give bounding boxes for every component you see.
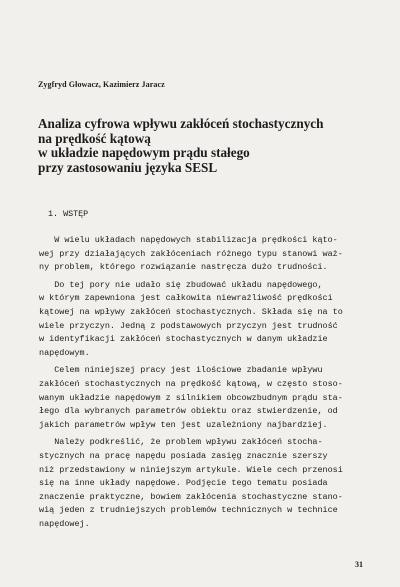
paragraph	[39, 436, 359, 531]
text-line: łego dla wybranych parametrów obiektu oraz stwierdzenie, od	[39, 406, 338, 417]
text-line: kątowej na wpływy zakłóceń stochastycznych. Składa się na to	[39, 306, 343, 317]
text-line: w identyfikacji zakłóceń stochastycznych w danym układzie	[39, 334, 328, 345]
text-line: się na inne układy napędowe. Podjęcie tego tematu posiada	[39, 478, 328, 489]
text-line: ny problem, którego rozwiązanie nastręcza dużo trudności.	[39, 262, 328, 273]
page-number: 31	[355, 560, 363, 569]
body-text	[39, 234, 359, 531]
text-line: napędowym.	[39, 347, 90, 358]
text-line: jakich parametrów wpływ ten jest uzależniony najbardziej.	[39, 419, 328, 430]
text-line: Celem niniejszej pracy jest ilościowe zbadanie wpływu	[39, 365, 323, 376]
paragraph	[39, 364, 359, 432]
authors: Zygfryd Głowacz, Kazimierz Jaracz	[38, 80, 165, 89]
text-line: Należy podkreślić, że problem wpływu zakłóceń stocha-	[39, 437, 323, 448]
text-line: w którym zapewniona jest całkowita niewrażliwość prędkości	[39, 293, 333, 304]
text-line: zakłóceń stochastycznych na prędkość kątową, w często stoso-	[39, 378, 343, 389]
paper-title	[38, 117, 368, 175]
paragraph	[39, 234, 359, 275]
section-heading: 1. WSTĘP	[48, 209, 89, 219]
title-line: przy zastosowaniu języka SESL	[38, 159, 218, 175]
title-line: Analiza cyfrowa wpływu zakłóceń stochastycznych	[38, 116, 324, 131]
text-line: stycznych na pracę napędu posiada zasięg znacznie szerszy	[39, 450, 328, 461]
text-line: napędowej.	[39, 518, 90, 529]
text-line: wią jeden z trudniejszych problemów technicznych w technice	[39, 505, 338, 516]
paragraph	[39, 279, 359, 361]
text-line: wanym układzie napędowym z silnikiem obcowzbudnym prądu sta-	[39, 392, 343, 403]
text-line: niż przedstawiony w niniejszym artykule. Wiele cech przenosi	[39, 464, 343, 475]
text-line: W wielu układach napędowych stabilizacja prędkości kąto-	[39, 235, 338, 245]
text-line: wiele przyczyn. Jedną z podstawowych przyczyn jest trudność	[39, 320, 338, 331]
text-line: wej przy działających zakłóceniach różnego typu stanowi waż-	[39, 248, 343, 259]
title-line: w układzie napędowym prądu stałego	[38, 145, 250, 161]
title-line: na prędkość kątową	[38, 130, 151, 146]
text-line: znaczenie praktyczne, bowiem zakłócenia stochastyczne stano-	[39, 491, 343, 502]
text-line: Do tej pory nie udało się zbudować układu napędowego,	[39, 279, 323, 290]
